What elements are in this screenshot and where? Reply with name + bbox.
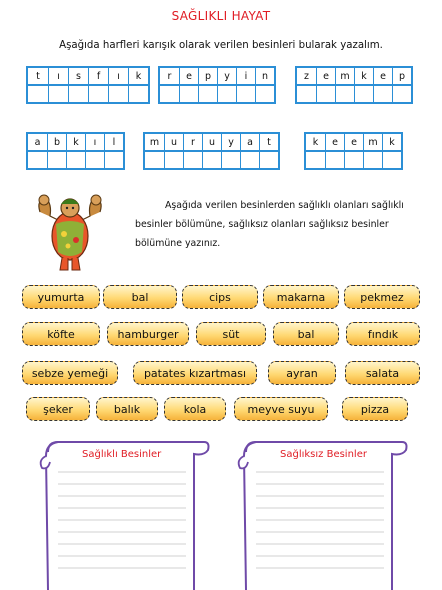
letter-cell: e [344,134,363,150]
food-word-pill[interactable]: bal [103,285,177,309]
strong-vegetable-mascot-illustration [32,190,108,272]
answer-cell[interactable] [128,86,148,102]
letter-cell: s [68,68,88,84]
letter-cell: e [179,68,198,84]
food-word-pill[interactable]: makarna [263,285,339,309]
answer-cell[interactable] [316,86,335,102]
letter-cell: a [34,136,41,148]
letter-cell: k [312,136,319,148]
answer-row [306,150,401,168]
letter-cell: u [164,134,183,150]
answer-row [145,150,278,168]
answer-cell[interactable] [108,86,128,102]
food-word-pill[interactable]: bal [273,322,339,346]
food-word-pill[interactable]: meyve suyu [234,397,328,421]
healthy-foods-scroll [34,440,210,590]
answer-cell[interactable] [179,86,198,102]
unhealthy-foods-title: Sağlıksız Besinler [280,449,367,460]
scrambled-word-grid-6 [304,132,403,170]
letter-cell: m [335,68,354,84]
answer-cell[interactable] [335,86,354,102]
letter-cell: i [236,68,255,84]
letters-row [306,134,401,150]
food-word-pill[interactable]: köfte [22,322,100,346]
answer-cell[interactable] [354,86,373,102]
letter-cell: n [255,68,274,84]
healthy-foods-title: Sağlıklı Besinler [82,449,162,460]
food-word-pill[interactable]: patates kızartması [133,361,257,385]
answer-cell[interactable] [259,152,278,168]
food-word-pill[interactable]: hamburger [107,322,189,346]
page-title: SAĞLIKLI HAYAT [171,9,271,23]
answer-cell[interactable] [382,152,401,168]
answer-cell[interactable] [164,152,183,168]
letter-cell: e [316,68,335,84]
instruction-line: besinler bölümüne, sağlıksız olanları sağlıksız besinler [135,219,389,230]
answer-cell[interactable] [202,152,221,168]
scrambled-word-grid-2 [158,66,276,104]
answer-cell[interactable] [88,86,108,102]
food-word-pill[interactable]: şeker [26,397,90,421]
answer-cell[interactable] [198,86,217,102]
answer-cell[interactable] [221,152,240,168]
food-word-pill[interactable]: salata [345,361,420,385]
answer-cell[interactable] [66,152,85,168]
letter-cell: k [66,134,85,150]
food-word-pill[interactable]: cips [182,285,258,309]
scroll-frame-icon [34,440,210,590]
food-word-pill[interactable]: balık [96,397,158,421]
letter-cell: ı [108,68,128,84]
food-word-pill[interactable]: ayran [268,361,336,385]
letter-cell: ı [48,68,68,84]
scrambled-word-grid-1 [26,66,150,104]
letter-cell: f [88,68,108,84]
instruction-line: Aşağıda verilen besinlerden sağlıklı olanları sağlıklı [165,200,404,211]
food-word-pill[interactable]: sebze yemeği [22,361,118,385]
letter-cell: e [373,68,392,84]
letter-cell: y [217,68,236,84]
answer-cell[interactable] [160,86,179,102]
answer-cell[interactable] [240,152,259,168]
food-word-pill[interactable]: süt [196,322,266,346]
letter-cell: z [304,70,309,82]
letter-cell: a [240,134,259,150]
letter-cell: e [325,134,344,150]
letter-cell: r [183,134,202,150]
letter-cell: b [47,134,66,150]
scrambled-word-grid-4 [26,132,125,170]
answer-row [28,150,123,168]
answer-cell[interactable] [392,86,411,102]
food-word-pill[interactable]: yumurta [22,285,100,309]
letter-cell: t [36,70,40,82]
letter-cell: r [167,70,172,82]
letters-row [160,68,274,84]
scroll-frame-icon [232,440,408,590]
answer-cell[interactable] [363,152,382,168]
letter-cell: k [354,68,373,84]
food-word-pill[interactable]: pizza [342,397,408,421]
answer-cell[interactable] [325,152,344,168]
answer-cell[interactable] [68,86,88,102]
instruction-scrambled: Aşağıda harfleri karışık olarak verilen besinleri bularak yazalım. [59,40,383,51]
letters-row [145,134,278,150]
answer-cell[interactable] [47,152,66,168]
letters-row [28,68,148,84]
unhealthy-foods-scroll [232,440,408,590]
answer-cell[interactable] [48,86,68,102]
food-word-pill[interactable]: fındık [346,322,420,346]
instruction-line: bölümüne yazınız. [135,238,221,249]
answer-cell[interactable] [145,152,164,168]
answer-cell[interactable] [217,86,236,102]
answer-cell[interactable] [236,86,255,102]
answer-cell[interactable] [344,152,363,168]
letter-cell: m [363,134,382,150]
letter-cell: p [392,68,411,84]
letter-cell: m [149,136,160,148]
answer-cell[interactable] [183,152,202,168]
answer-cell[interactable] [373,86,392,102]
letter-cell: k [382,134,401,150]
answer-cell[interactable] [297,86,316,102]
answer-cell[interactable] [28,86,48,102]
letters-row [28,134,123,150]
scrambled-word-grid-5 [143,132,280,170]
scrambled-word-grid-3 [295,66,413,104]
food-word-pill[interactable]: pekmez [344,285,420,309]
answer-cell[interactable] [85,152,104,168]
letter-cell: u [202,134,221,150]
answer-row [297,84,411,102]
letter-cell: ı [85,134,104,150]
letters-row [297,68,411,84]
letter-cell: t [259,134,278,150]
answer-cell[interactable] [306,152,325,168]
instruction-classify [135,196,425,253]
food-word-pill[interactable]: kola [164,397,226,421]
answer-row [28,84,148,102]
answer-cell[interactable] [28,152,47,168]
answer-cell[interactable] [255,86,274,102]
letter-cell: p [198,68,217,84]
answer-cell[interactable] [104,152,123,168]
letter-cell: y [221,134,240,150]
letter-cell: k [128,68,148,84]
answer-row [160,84,274,102]
letter-cell: l [104,134,123,150]
